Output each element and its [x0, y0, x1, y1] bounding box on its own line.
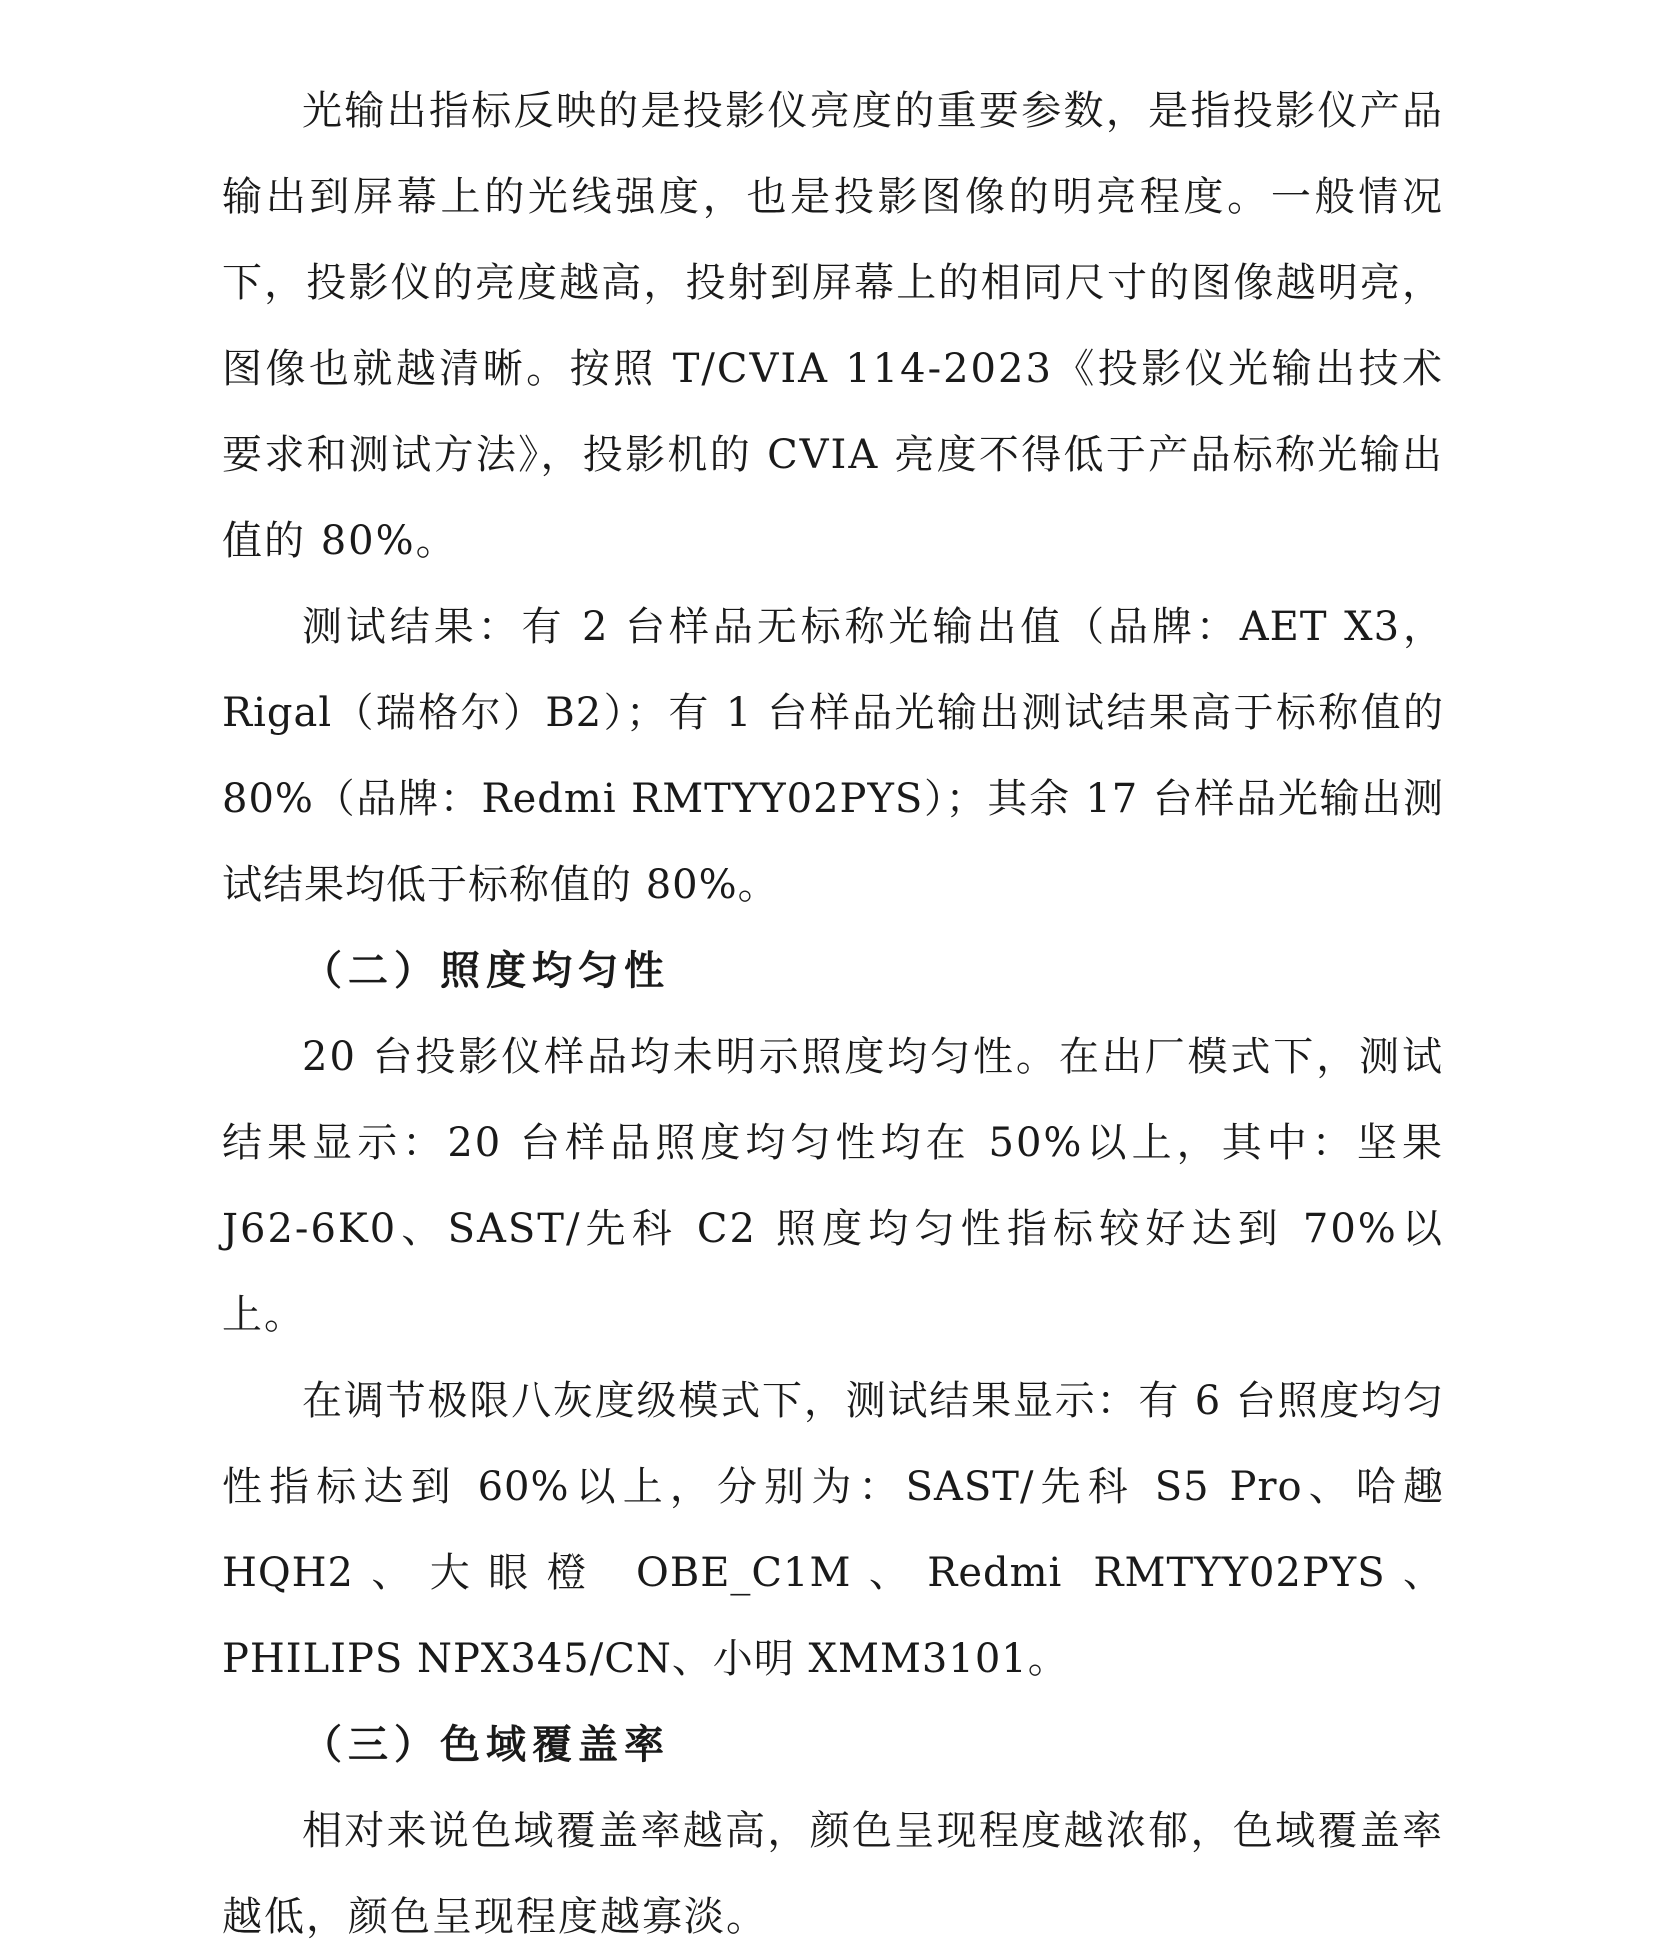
- heading-uniformity: （二）照度均匀性: [302, 947, 670, 994]
- paragraph-uniformity-factory: 20 台投影仪样品均未明示照度均匀性。在出厂模式下，测试结果显示：20 台样品照度均匀性均在 50%以上，其中：坚果 J62-6K0、SAST/先科 C2 照度均匀性指标较好达到 70%以上。: [222, 1034, 1444, 1338]
- document-page: [222, 68, 1444, 1960]
- paragraph-uniformity-gray: 在调节极限八灰度级模式下，测试结果显示：有 6 台照度均匀性指标达到 60%以上，分别为：SAST/先科 S5 Pro、哈趣 HQH2、大眼橙 OBE_C1M、Redmi RMTYY02PYS、PHILIPS NPX345/CN、小明 XMM3101。: [222, 1378, 1444, 1682]
- paragraph-light-output: 光输出指标反映的是投影仪亮度的重要参数，是指投影仪产品输出到屏幕上的光线强度，也是投影图像的明亮程度。一般情况下，投影仪的亮度越高，投射到屏幕上的相同尺寸的图像越明亮，图像也就越清晰。按照 T/CVIA 114-2023《投影仪光输出技术要求和测试方法》，投影机的 CVIA 亮度不得低于产品标称光输出值的 80%。: [222, 88, 1444, 564]
- heading-gamut: （三）色域覆盖率: [302, 1721, 670, 1768]
- paragraph-gamut: 相对来说色域覆盖率越高，颜色呈现程度越浓郁，色域覆盖率越低，颜色呈现程度越寡淡。: [222, 1808, 1444, 1940]
- paragraph-light-result: 测试结果：有 2 台样品无标称光输出值（品牌：AET X3，Rigal（瑞格尔）B2）；有 1 台样品光输出测试结果高于标称值的 80%（品牌：Redmi RMTYY02PYS）；其余 17 台样品光输出测试结果均低于标称值的 80%。: [222, 604, 1444, 908]
